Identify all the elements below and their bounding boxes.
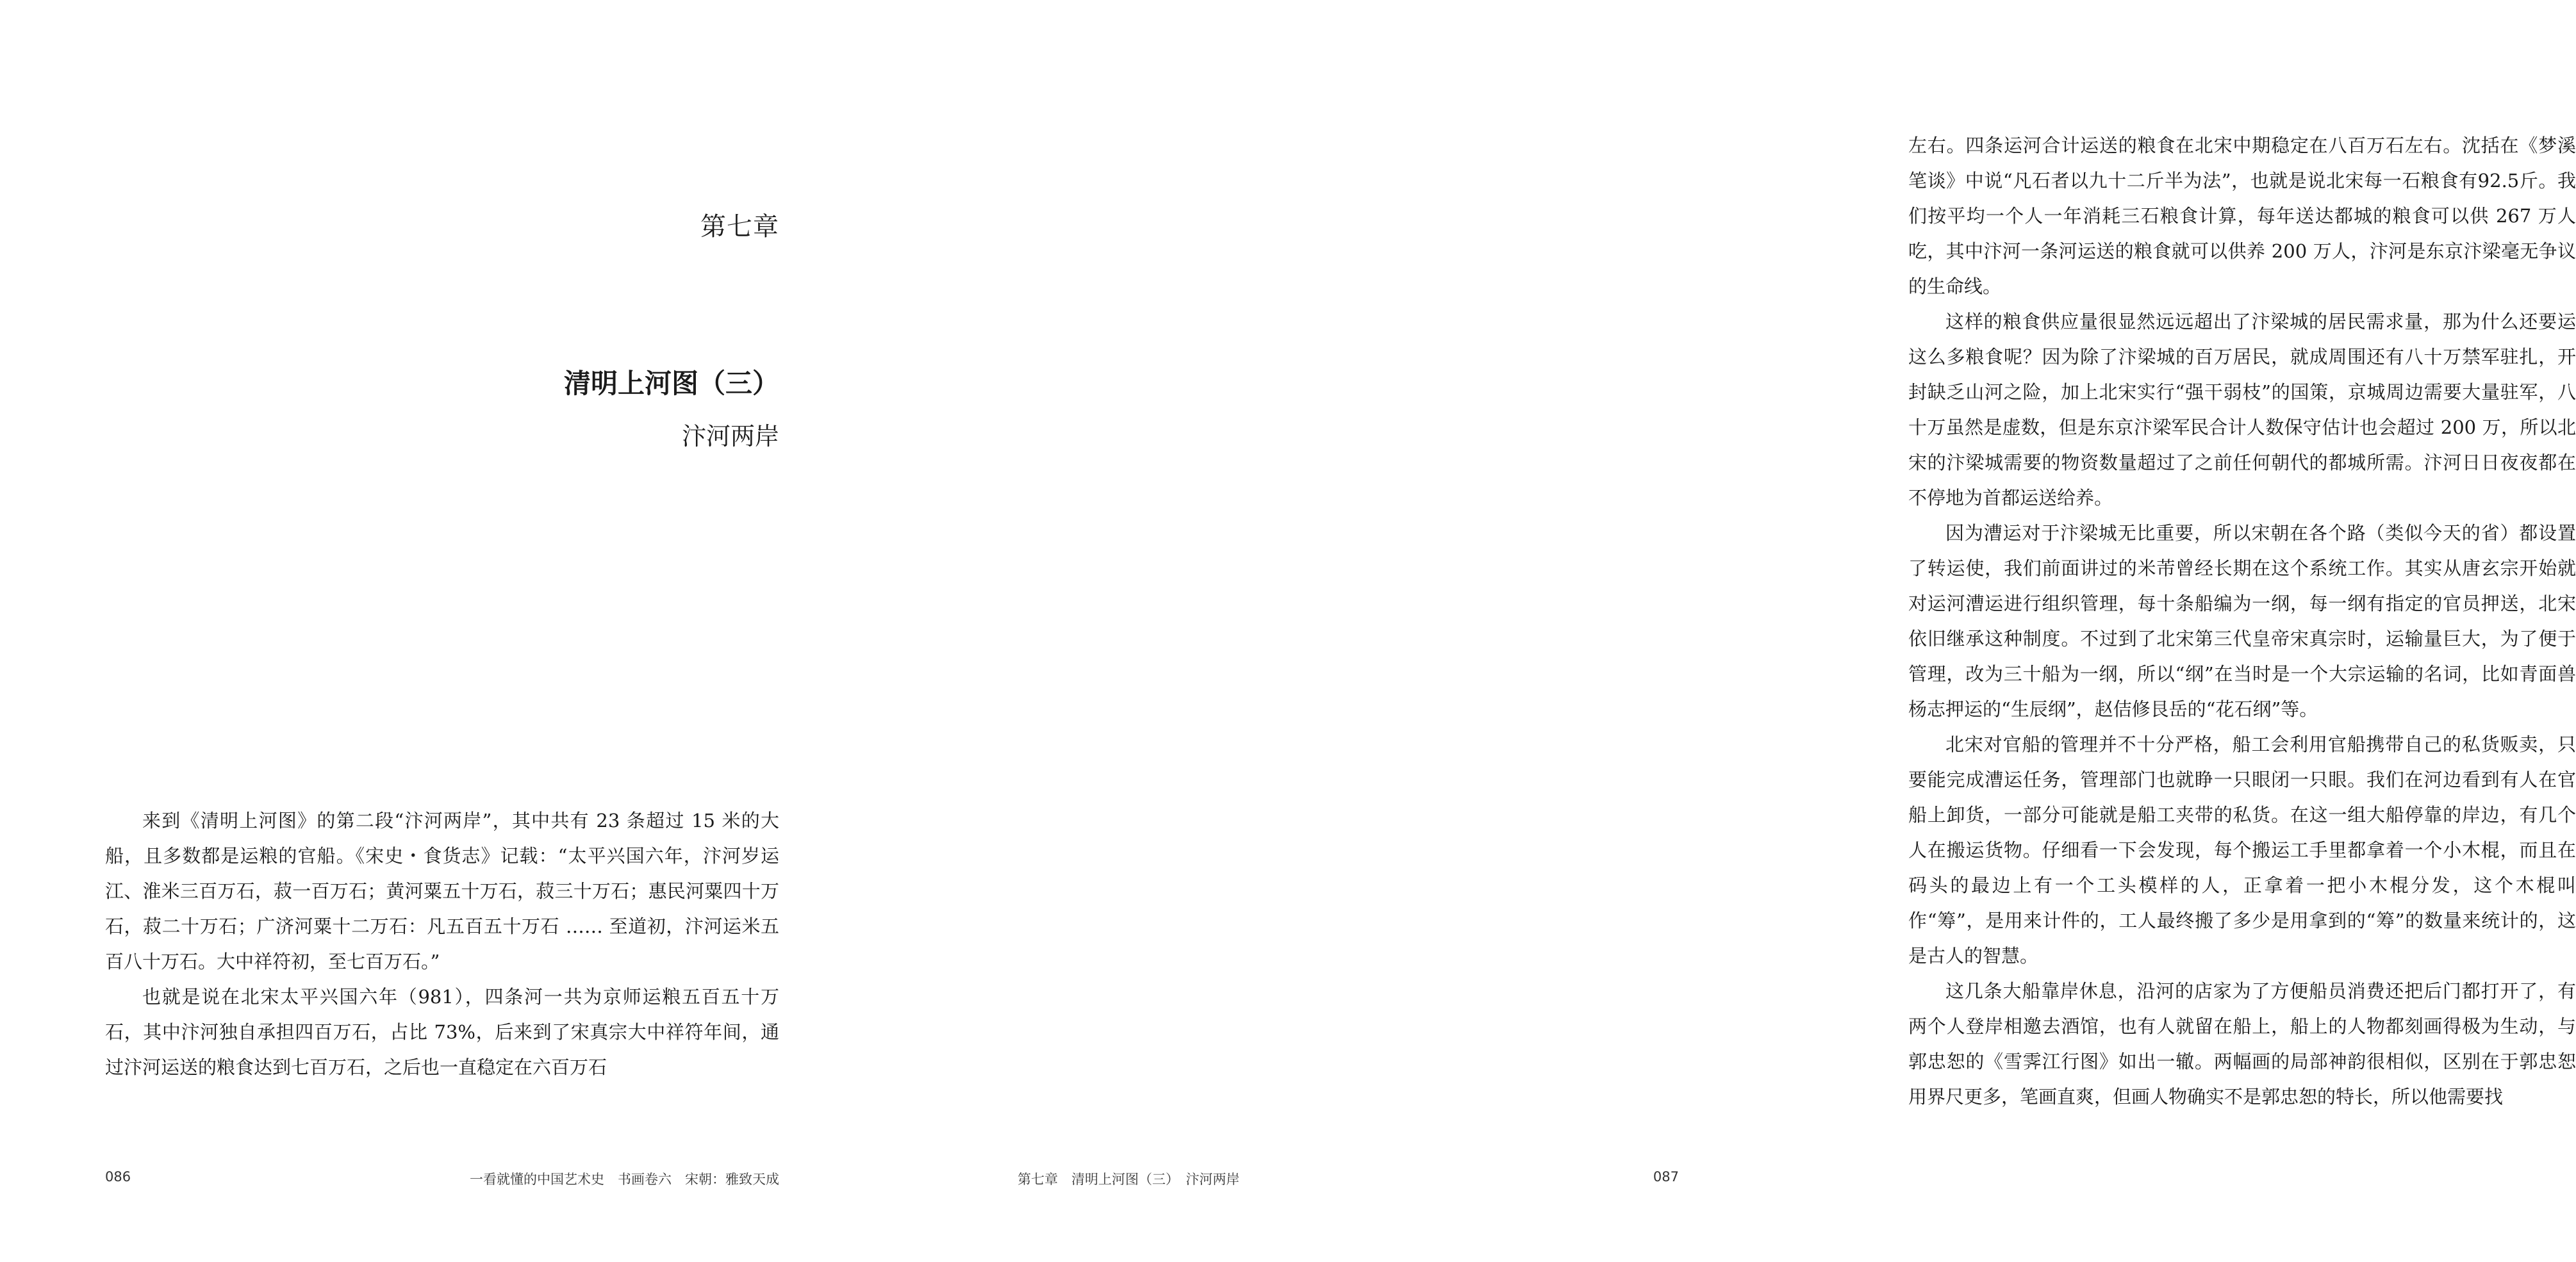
paragraph: 北宋对官船的管理并不十分严格，船工会利用官船携带自己的私货贩卖，只要能完成漕运任务，管理部门也就睁一只眼闭一只眼。我们在河边看到有人在官船上卸货，一部分可能就是船工夹带的私货。在这一组大船停靠的岸边，有几个人在搬运货物。仔细看一下会发现，每个搬运工手里都拿着一个小木棍，而且在码头的最边上有一个工头模样的人，正拿着一把小木棍分发，这个木棍叫作“筹”，是用来计件的，工人最终搬了多少是用拿到的“筹”的数量来统计的，这是古人的智慧。 bbox=[1908, 733, 2576, 967]
paragraph: 也就是说在北宋太平兴国六年（981），四条河一共为京师运粮五百五十万石，其中汴河独自承担四百万石，占比 73%，后来到了宋真宗大中祥符年间，通过汴河运送的粮食达到七百万石，之后也一直稳定在六百万石 bbox=[105, 986, 779, 1078]
running-head: 第七章 清明上河图（三） 汴河两岸 bbox=[1018, 1172, 1240, 1187]
left-body-text bbox=[105, 803, 779, 1085]
right-page bbox=[891, 0, 2576, 1262]
paragraph: 来到《清明上河图》的第二段“汴河两岸”，其中共有 23 条超过 15 米的大船，且多数都是运粮的官船。《宋史・食货志》记载：“太平兴国六年，汴河岁运江、淮米三百万石，菽一百万石；黄河粟五十万石，菽三十万石；惠民河粟四十万石，菽二十万石；广济河粟十二万石：凡五百五十万石 …… 至道初，汴河运米五百八十万石。大中祥符初，至七百万石。” bbox=[105, 810, 779, 972]
continued-paragraph: 左右。四条运河合计运送的粮食在北宋中期稳定在八百万石左右。沈括在《梦溪笔谈》中说“凡石者以九十二斤半为法”，也就是说北宋每一石粮食有92.5斤。我们按平均一个人一年消耗三石粮食计算，每年送达都城的粮食可以供 267 万人吃，其中汴河一条河运送的粮食就可以供养 200 万人，汴河是东京汴梁毫无争议的生命线。 bbox=[1908, 135, 2576, 297]
left-page bbox=[0, 0, 891, 1262]
paragraph: 因为漕运对于汴梁城无比重要，所以宋朝在各个路（类似今天的省）都设置了转运使，我们前面讲过的米芾曾经长期在这个系统工作。其实从唐玄宗开始就对运河漕运进行组织管理，每十条船编为一纲，每一纲有指定的官员押送，北宋依旧继承这种制度。不过到了北宋第三代皇帝宋真宗时，运输量巨大，为了便于管理，改为三十船为一纲，所以“纲”在当时是一个大宗运输的名词，比如青面兽杨志押运的“生辰纲”，赵佶修艮岳的“花石纲”等。 bbox=[1908, 522, 2576, 720]
right-body-text bbox=[1908, 128, 2576, 1115]
running-head: 一看就懂的中国艺术史 书画卷六 宋朝：雅致天成 bbox=[470, 1172, 779, 1187]
page-number: 087 bbox=[1653, 1169, 1679, 1184]
chapter-title: 清明上河图（三） bbox=[563, 368, 779, 399]
paragraph: 这样的粮食供应量很显然远远超出了汴梁城的居民需求量，那为什么还要运这么多粮食呢？因为除了汴梁城的百万居民，就成周围还有八十万禁军驻扎，开封缺乏山河之险，加上北宋实行“强干弱枝”的国策，京城周边需要大量驻军，八十万虽然是虚数，但是东京汴梁军民合计人数保守估计也会超过 200 万，所以北宋的汴梁城需要的物资数量超过了之前任何朝代的都城所需。汴河日日夜夜都在不停地为首都运送给养。 bbox=[1908, 311, 2576, 509]
page-number: 086 bbox=[105, 1169, 131, 1184]
chapter-number: 第七章 bbox=[700, 212, 779, 242]
paragraph: 这几条大船靠岸休息，沿河的店家为了方便船员消费还把后门都打开了，有两个人登岸相邀去酒馆，也有人就留在船上，船上的人物都刻画得极为生动，与郭忠恕的《雪霁江行图》如出一辙。两幅画的局部神韵很相似，区别在于郭忠恕用界尺更多，笔画直爽，但画人物确实不是郭忠恕的特长，所以他需要找 bbox=[1908, 980, 2576, 1108]
chapter-subtitle: 汴河两岸 bbox=[681, 422, 779, 450]
